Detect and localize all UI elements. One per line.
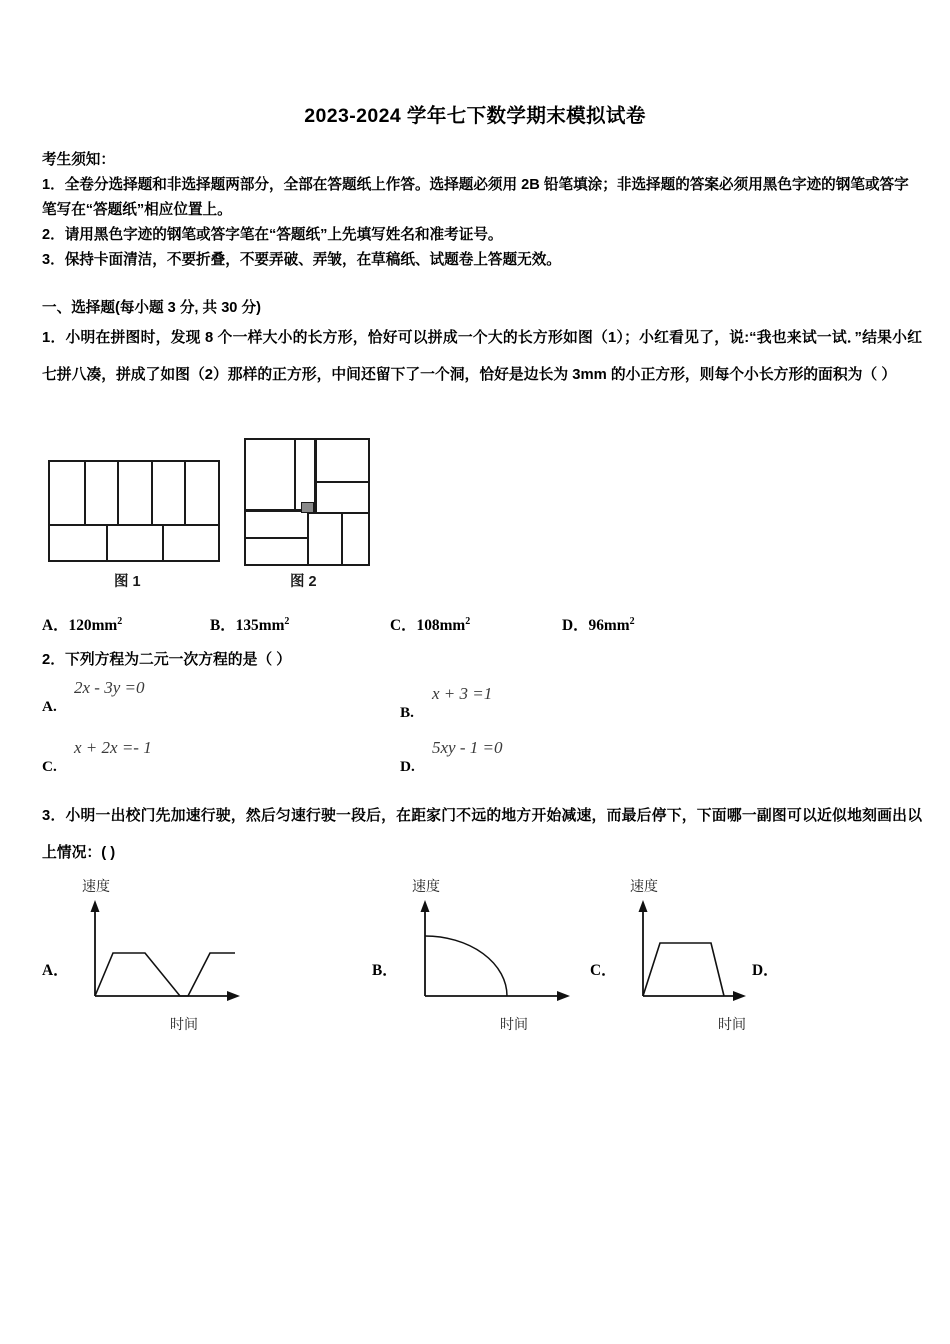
figure-1-top-divider xyxy=(84,462,86,524)
notice-line-2: 2．请用黑色字迹的钢笔或答字笔在“答题纸”上先填写姓名和准考证号。 xyxy=(42,227,503,243)
figure-2-square-tiling xyxy=(244,438,370,566)
candidate-notice-block xyxy=(42,148,914,273)
option-b-label: B． xyxy=(210,617,236,634)
question-3-options xyxy=(42,874,932,1044)
option-c-speed-time-graph xyxy=(618,896,818,1011)
question-2-number: 2． xyxy=(42,652,66,668)
option-a-label: A． xyxy=(42,617,69,634)
option-c-y-axis-label: 速度 xyxy=(630,878,658,894)
figure-2-caption: 图 2 xyxy=(290,574,317,590)
question-3-text: 小明一出校门先加速行驶，然后匀速行驶一段后，在距家门不远的地方开始减速，而最后停下，下面哪一副图可以近似地刻画出以上情况：( ) xyxy=(42,808,922,861)
option-a-x-axis-label: 时间 xyxy=(170,1016,198,1032)
option-a-speed-time-graph xyxy=(70,896,270,1011)
figure-1-rectangle-tiling xyxy=(48,460,220,562)
question-1-option-a[interactable] xyxy=(42,613,122,635)
option-c-sup: 2 xyxy=(465,615,471,627)
page-title: 2023-2024 学年七下数学期末模拟试卷 xyxy=(304,105,646,127)
question-2-text: 下列方程为二元一次方程的是（ ） xyxy=(65,652,292,668)
option-c-label: C. xyxy=(42,758,57,775)
question-1-text: 小明在拼图时，发现 8 个一样大小的长方形，恰好可以拼成一个大的长方形如图（1）；小红看见了，说:“我也来试一试．”结果小红七拼八凑，拼成了如图（2）那样的正方形，中间还留下了一个洞，恰好是边长为 3mm 的小正方形，则每个小长方形的面积为（ ） xyxy=(42,330,922,383)
figure-2-line xyxy=(314,440,316,512)
option-a-sup: 2 xyxy=(117,615,123,627)
figure-2-line xyxy=(341,512,343,564)
option-d-sup: 2 xyxy=(629,615,635,627)
option-b-label: B． xyxy=(372,962,398,979)
question-1-option-d[interactable] xyxy=(562,613,635,635)
figure-1-bottom-divider xyxy=(106,524,108,560)
figure-2-center-hole xyxy=(301,502,314,513)
option-a-value: 120mm xyxy=(68,617,118,634)
figure-1-horizontal-divider xyxy=(50,524,218,526)
option-b-y-axis-label: 速度 xyxy=(412,878,440,894)
figure-1-top-divider xyxy=(151,462,153,524)
question-1-option-b[interactable] xyxy=(210,613,289,635)
option-d-equation: 5xy - 1 =0 xyxy=(432,738,503,757)
question-3-stem xyxy=(42,798,922,872)
question-2-options xyxy=(42,678,642,788)
option-b-speed-time-graph xyxy=(400,896,600,1011)
section-heading-choice: 一、选择题(每小题 3 分, 共 30 分) xyxy=(42,300,261,316)
option-a-label: A. xyxy=(42,698,57,715)
option-a-equation: 2x - 3y =0 xyxy=(74,678,145,697)
option-c-equation: x + 2x =- 1 xyxy=(74,738,152,757)
question-1-stem xyxy=(42,320,922,394)
option-c-value: 108mm xyxy=(416,617,466,634)
figure-2-line xyxy=(309,512,368,514)
figure-1-caption: 图 1 xyxy=(114,574,141,590)
option-d-label: D. xyxy=(400,758,415,775)
figure-1-bottom-divider xyxy=(162,524,164,560)
question-3-number: 3． xyxy=(42,808,66,824)
question-1-number: 1． xyxy=(42,330,66,346)
option-b-label: B. xyxy=(400,704,414,721)
option-a-y-axis-label: 速度 xyxy=(82,878,110,894)
question-1-figures xyxy=(42,438,442,588)
figure-2-line xyxy=(314,481,368,483)
notice-line-1: 1．全卷分选择题和非选择题两部分，全部在答题纸上作答。选择题必须用 2B 铅笔填涂；非选择题的答案必须用黑色字迹的钢笔或答字笔写在“答题纸”相应位置上。 xyxy=(42,177,909,218)
figure-1-top-divider xyxy=(117,462,119,524)
option-a-label: A． xyxy=(42,962,69,979)
question-1-option-c[interactable] xyxy=(390,613,470,635)
option-c-label: C． xyxy=(390,617,417,634)
option-b-equation: x + 3 =1 xyxy=(432,684,493,703)
option-c-label: C． xyxy=(590,962,617,979)
option-c-x-axis-label: 时间 xyxy=(718,1016,746,1032)
figure-2-line xyxy=(307,512,309,564)
notice-heading: 考生须知： xyxy=(42,152,115,168)
figure-1-top-divider xyxy=(184,462,186,524)
option-d-label: D． xyxy=(562,617,589,634)
option-d-label: D． xyxy=(752,962,779,979)
question-2-stem xyxy=(42,648,291,669)
option-b-sup: 2 xyxy=(284,615,290,627)
figure-2-line xyxy=(294,440,296,509)
option-d-value: 96mm xyxy=(588,617,630,634)
notice-line-3: 3．保持卡面清洁，不要折叠，不要弄破、弄皱，在草稿纸、试题卷上答题无效。 xyxy=(42,252,561,268)
option-b-x-axis-label: 时间 xyxy=(500,1016,528,1032)
option-b-value: 135mm xyxy=(235,617,285,634)
figure-2-line xyxy=(246,537,309,539)
